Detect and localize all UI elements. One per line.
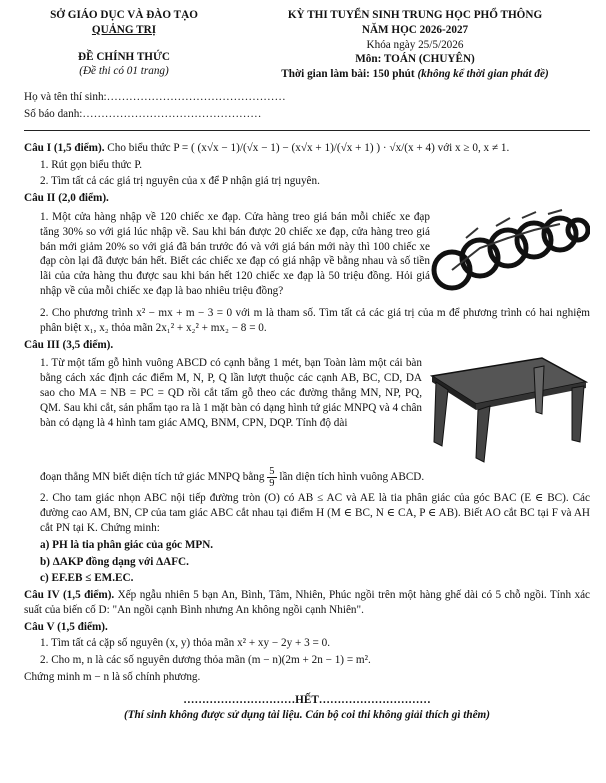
candidate-id: Số báo danh:………………………………………… [24, 107, 262, 120]
q3-part1-end: đoạn thẳng MN biết diện tích tứ giác MNPQ bằng $\frac{5}{9}$ lần diện tích hình vuông ABCD. [40, 466, 425, 490]
header-right [240, 8, 590, 82]
q3-label: Câu III (3,5 điểm). [24, 338, 114, 351]
q5-part2b: Chứng minh m − n là số chính phương. [24, 671, 201, 683]
q1-part2: 2. Tìm tất cả các giá trị nguyên của x để P nhận giá trị nguyên. [40, 175, 320, 188]
time: Thời gian làm bài: 150 phút (không kể thời gian phát đề) [281, 68, 549, 81]
fraction-5-9: $\frac{5}{9}$ [269, 466, 275, 490]
table-illustration [422, 354, 590, 464]
bicycles-illustration [430, 208, 590, 304]
q3-part2a: a) PH là tia phân giác của góc MPN. [40, 538, 214, 551]
header-left [24, 8, 224, 82]
q2-part2: 2. Cho phương trình x² − mx + m − 3 = 0 với m là tham số. Tìm tất cả các giá trị của m để phương trình có hai nghiệm phân biệt x₁, x₂ thỏa mãn 2x₁² + x₂² + mx₂ − 8 = 0. [40, 307, 590, 334]
exam-date: Khóa ngày 25/5/2026 [366, 38, 464, 51]
q2-part1: 1. Một cửa hàng nhập về 120 chiếc xe đạp. Cửa hàng treo giá bán mỗi chiếc xe đạp tăng 30% so với giá lúc nhập về. Sau khi bán được 20 chiếc xe đạp, cửa hàng treo giá bán mới giảm 20% so với giá đã bán trước đó và với giá bán mới này thì 100 chiếc xe đạp còn lại đã được bán hết. Biết các chiếc xe đạp có giá nhập về bằng nhau và số tiền lãi của cửa hàng thu được sau khi bán hết 120 chiếc xe đạp là 50 triệu đồng. Hỏi giá nhập về của mỗi chiếc xe đạp là bao nhiêu triệu đồng? [40, 211, 430, 297]
pages-note: (Đề thi có 01 trang) [79, 65, 169, 78]
q2-label: Câu II (2,0 điểm). [24, 192, 109, 205]
q3-part1: 1. Từ một tấm gỗ hình vuông ABCD có cạnh bằng 1 mét, bạn Toàn làm một cái bàn bằng cách xác định các điểm M, N, P, Q lần lượt thuộc các cạnh AB, BC, CD, DA sao cho MA = NB = PC = QD rồi cắt tấm gỗ theo các đường thẳng MN, NP, PQ, QM. Sau khi cắt, sản phẩm tạo ra là 1 mặt bàn có dạng hình tứ giác MNPQ và 4 chân bàn có dạng là 4 hình tam giác AMQ, BNM, CPN, DQP. Tính độ dài [40, 357, 422, 429]
candidate-info [24, 90, 590, 124]
q2-row [24, 208, 590, 304]
q5-part1: 1. Tìm tất cả cặp số nguyên (x, y) thỏa mãn x² + xy − 2y + 3 = 0. [40, 637, 330, 650]
official-label: ĐỀ CHÍNH THỨC [78, 50, 170, 63]
q3-part2: 2. Cho tam giác nhọn ABC nội tiếp đường tròn (O) có AB ≤ AC và AE là tia phân giác của góc BAC (E ∈ BC). Các đường cao AM, BN, CP của tam giác ABC cắt nhau tại điểm H (M ∈ BC, N ∈ CA, P ∈ AB). Biết AO cắt BC tại F và AH cắt PN tại K. Chứng minh: [40, 492, 590, 534]
divider [24, 130, 590, 131]
school-year: NĂM HỌC 2026-2027 [361, 23, 469, 36]
q3-part2b: b) ΔAKP đồng dạng với ΔAFC. [40, 555, 189, 568]
dept-line2: QUẢNG TRỊ [91, 23, 157, 36]
q3-part2c: c) EF.EB ≤ EM.EC. [40, 572, 134, 585]
footer-note: (Thí sinh không được sử dụng tài liệu. Cán bộ coi thi không giải thích gì thêm) [124, 708, 490, 721]
q1-stem: Câu I (1,5 điểm). Cho biểu thức P = ( (x√x − 1)/(√x − 1) − (x√x + 1)/(√x + 1) ) · √x/(x + 4) với x ≥ 0, x ≠ 1. [24, 141, 510, 154]
end-mark: …………………………HẾT………………………… [183, 693, 431, 706]
q1-part1: 1. Rút gọn biểu thức P. [40, 158, 143, 171]
subject: Môn: TOÁN (CHUYÊN) [355, 53, 475, 66]
q4: Câu IV (1,5 điểm). Xếp ngẫu nhiên 5 bạn An, Bình, Tâm, Nhiên, Phúc ngồi trên một hàng ghế dài có 5 chỗ ngồi. Tính xác suất của biến cố D: "An ngồi cạnh Bình nhưng An không ngồi cạnh Nhiên". [24, 589, 591, 616]
header [24, 8, 590, 82]
exam-page [24, 8, 590, 722]
candidate-name: Họ và tên thí sinh:………………………………………… [24, 90, 286, 103]
exam-title: KỲ THI TUYỂN SINH TRUNG HỌC PHỔ THÔNG [287, 9, 543, 21]
dept-line1: SỞ GIÁO DỤC VÀ ĐÀO TẠO [50, 9, 198, 21]
q5-label: Câu V (1,5 điểm). [24, 620, 108, 633]
q5-part2: 2. Cho m, n là các số nguyên dương thỏa mãn (m − n)(2m + 2n − 1) = m². [40, 654, 371, 667]
q3-row [24, 354, 590, 464]
